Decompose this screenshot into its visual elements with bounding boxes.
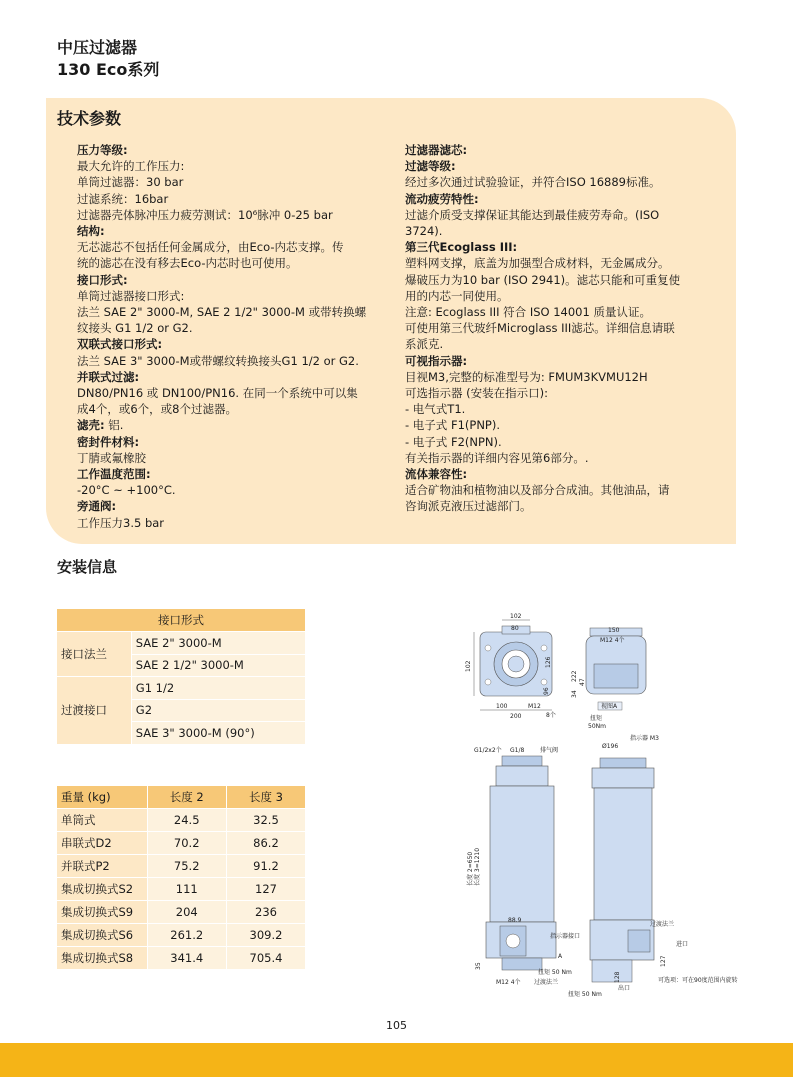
connection-group-label: 过渡接口 — [57, 677, 131, 745]
spec-text: 丁腈或氟橡胶 — [77, 450, 146, 465]
weight-value: 261.2 — [147, 923, 226, 946]
spec-heading: 过滤等级: — [405, 159, 456, 174]
weight-table-header: 重量 (kg) — [57, 786, 147, 809]
spec-text: 单筒过滤器：30 bar — [77, 175, 184, 190]
dim-label: 102 — [510, 613, 522, 620]
dim-label: 80 — [511, 625, 519, 632]
dim-label: 88.9 — [508, 917, 522, 924]
spec-heading: 密封件材料: — [77, 434, 140, 449]
connection-value: SAE 2" 3000-M — [131, 632, 305, 655]
filter-dimension-drawing — [462, 608, 752, 1003]
connection-type-table — [57, 609, 305, 745]
weight-value: 91.2 — [226, 855, 305, 878]
drawing-label: 扭矩 50 Nm — [568, 991, 602, 998]
spec-text: 最大允许的工作压力: — [77, 159, 185, 174]
footer-band — [0, 1043, 793, 1077]
dim-label: 128 — [614, 971, 621, 983]
weight-row-label: 串联式D2 — [57, 832, 147, 855]
spec-heading: 流动疲劳特性: — [405, 191, 479, 206]
spec-text: DN80/PN16 或 DN100/PN16. 在同一个系统中可以集 — [77, 386, 358, 401]
drawing-label: 出口 — [618, 985, 631, 992]
spec-text: 无芯滤芯不包括任何金属成分，由Eco-内芯支撑。传 — [77, 240, 344, 255]
table-row — [57, 923, 305, 946]
spec-text: 法兰 SAE 2" 3000-M, SAE 2 1/2" 3000-M 或带转换螺 — [77, 305, 367, 320]
spec-text: 铝. — [104, 418, 124, 433]
spec-heading: 双联式接口形式: — [77, 337, 163, 352]
spec-heading: 并联式过滤: — [77, 369, 140, 384]
spec-text: 工作压力3.5 bar — [77, 515, 165, 530]
spec-text: -20°C ~ +100°C. — [77, 483, 176, 498]
dim-label: 127 — [660, 955, 667, 967]
drawing-label: M12 4个 — [600, 637, 625, 644]
drawing-label: 过渡法兰 — [650, 921, 675, 928]
dim-label: 96 — [543, 687, 550, 695]
spec-heading: 可视指示器: — [405, 353, 468, 368]
side-view-drawing — [466, 746, 572, 986]
table-row — [57, 900, 305, 923]
drawing-label: 进口 — [676, 941, 689, 948]
front-view-drawing — [550, 734, 738, 998]
drawing-label: 视图A — [601, 703, 618, 710]
spec-text: 成4个，或6个，或8个过滤器。 — [77, 402, 237, 417]
drawing-label: 长度 3=1210 — [474, 847, 481, 886]
spec-heading: 流体兼容性: — [405, 467, 468, 482]
dim-label: 150 — [608, 627, 620, 634]
spec-text: 可使用第三代玻纤Microglass III滤芯。详细信息请联 — [405, 321, 675, 336]
table-row — [57, 946, 305, 969]
spec-text: 咨询派克液压过滤部门。 — [405, 499, 532, 514]
weight-value: 75.2 — [147, 855, 226, 878]
install-info-heading: 安装信息 — [57, 558, 118, 576]
tech-params-left-column — [77, 142, 397, 531]
spec-text: 法兰 SAE 3" 3000-M或带螺纹转换接头G1 1/2 or G2. — [77, 353, 359, 368]
page-subtitle: 130 Eco系列 — [57, 60, 160, 79]
drawing-label: 8个 — [546, 712, 556, 719]
spec-text: 爆破压力为10 bar (ISO 2941)。滤芯只能和可重复使 — [405, 272, 681, 287]
weight-table-header-row — [57, 786, 305, 809]
table-row — [57, 832, 305, 855]
spec-text: 适合矿物油和植物油以及部分合成油。其他油品，请 — [405, 483, 670, 498]
drawing-label: 指示器接口 — [550, 933, 581, 940]
drawing-label: G1/2x2个 — [474, 747, 502, 754]
weight-table-header: 长度 2 — [147, 786, 226, 809]
table-row — [57, 878, 305, 901]
weight-row-label: 集成切换式S2 — [57, 878, 147, 901]
page-number: 105 — [386, 1019, 407, 1032]
weight-value: 204 — [147, 900, 226, 923]
drawing-label: M12 — [528, 703, 541, 710]
weight-value: 70.2 — [147, 832, 226, 855]
table-row — [57, 809, 305, 832]
weight-value: 86.2 — [226, 832, 305, 855]
dim-label: 35 — [475, 962, 482, 970]
spec-heading: 旁通阀: — [77, 499, 117, 514]
weight-table-header: 长度 3 — [226, 786, 305, 809]
dim-label: Ø196 — [602, 743, 619, 750]
spec-text: 系派克. — [405, 337, 444, 352]
spec-heading: 压力等级: — [77, 143, 128, 157]
spec-text: 目视M3,完整的标准型号为: FMUM3KVMU12H — [405, 369, 648, 384]
spec-heading: 接口形式: — [77, 272, 128, 287]
spec-line — [77, 417, 397, 433]
weight-value: 236 — [226, 900, 305, 923]
drawing-label: A — [558, 953, 563, 960]
spec-text: - 电子式 F1(PNP). — [405, 418, 500, 433]
spec-text: 注意: Ecoglass III 符合 ISO 14001 质量认证。 — [405, 305, 651, 320]
drawing-label: 扭矩 50 Nm — [538, 969, 572, 976]
top-view-drawing — [465, 613, 556, 720]
spec-text: 3724). — [405, 224, 443, 239]
dim-label: 102 — [465, 660, 472, 672]
table-row — [57, 855, 305, 878]
dim-label: 47 — [579, 678, 586, 686]
spec-text: 统的滤芯在没有移去Eco-内芯时也可使用。 — [77, 256, 298, 271]
spec-text: 可选指示器 (安装在指示口): — [405, 386, 549, 401]
weight-row-label: 集成切换式S8 — [57, 946, 147, 969]
weight-value: 309.2 — [226, 923, 305, 946]
drawing-label: 可选项：可在90度范围内旋转 — [658, 977, 738, 984]
connection-value: SAE 3" 3000-M (90°) — [131, 722, 305, 745]
spec-text: 过滤系统：16bar — [77, 191, 169, 206]
spec-text: - 电气式T1. — [405, 402, 466, 417]
tech-params-heading: 技术参数 — [57, 109, 122, 128]
drawing-label: M12 4个 — [496, 979, 521, 986]
weight-value: 24.5 — [147, 809, 226, 832]
weight-row-label: 集成切换式S9 — [57, 900, 147, 923]
spec-text: 塑料网支撑，底盖为加强型合成材料，无金属成分。 — [405, 256, 670, 271]
dim-label: 200 — [510, 713, 522, 720]
weight-row-label: 单筒式 — [57, 809, 147, 832]
weight-value: 341.4 — [147, 946, 226, 969]
weight-table — [57, 786, 305, 970]
spec-text: 有关指示器的详细内容见第6部分。. — [405, 450, 589, 465]
view-a-drawing — [571, 627, 646, 730]
connection-value: SAE 2 1/2" 3000-M — [131, 654, 305, 677]
dim-label: 126 — [545, 656, 552, 668]
weight-value: 32.5 — [226, 809, 305, 832]
weight-row-label: 并联式P2 — [57, 855, 147, 878]
drawing-label: 扭矩 — [590, 715, 603, 722]
page-title: 中压过滤器 — [57, 38, 138, 57]
connection-value: G1 1/2 — [131, 677, 305, 700]
dim-label: 100 — [496, 703, 508, 710]
connection-group-label: 接口法兰 — [57, 632, 131, 677]
drawing-label: 指示器 M3 — [630, 735, 659, 742]
spec-heading: 工作温度范围: — [77, 467, 151, 482]
drawing-label: 过渡法兰 — [534, 979, 559, 986]
spec-heading: 结构: — [77, 224, 105, 239]
weight-row-label: 集成切换式S6 — [57, 923, 147, 946]
spec-heading: 过滤器滤芯: — [405, 143, 468, 157]
tech-params-right-column — [405, 142, 727, 515]
spec-heading: 滤壳: — [77, 418, 105, 433]
spec-text: 用的内芯一同使用。 — [405, 288, 509, 303]
spec-text: 过滤器壳体脉冲压力疲劳测试：10⁶脉冲 0-25 bar — [77, 207, 333, 222]
connection-table-header: 接口形式 — [57, 609, 305, 632]
spec-text: 单筒过滤器接口形式: — [77, 288, 185, 303]
spec-text: - 电子式 F2(NPN). — [405, 434, 502, 449]
weight-value: 705.4 — [226, 946, 305, 969]
spec-heading: 第三代Ecoglass III: — [405, 240, 518, 255]
connection-value: G2 — [131, 699, 305, 722]
drawing-label: 50Nm — [588, 723, 606, 730]
weight-value: 127 — [226, 878, 305, 901]
spec-text: 经过多次通过试验验证，并符合ISO 16889标准。 — [405, 175, 661, 190]
drawing-label: G1/8 — [510, 747, 525, 754]
spec-text: 纹接头 G1 1/2 or G2. — [77, 321, 193, 336]
dim-label: 34 — [571, 690, 578, 698]
spec-text: 过滤介质受支撑保证其能达到最佳疲劳寿命。(ISO — [405, 207, 660, 222]
drawing-label: 长度 2=650 — [467, 851, 474, 886]
weight-value: 111 — [147, 878, 226, 901]
dim-label: 222 — [571, 670, 578, 682]
drawing-label: 排气阀 — [540, 747, 559, 754]
